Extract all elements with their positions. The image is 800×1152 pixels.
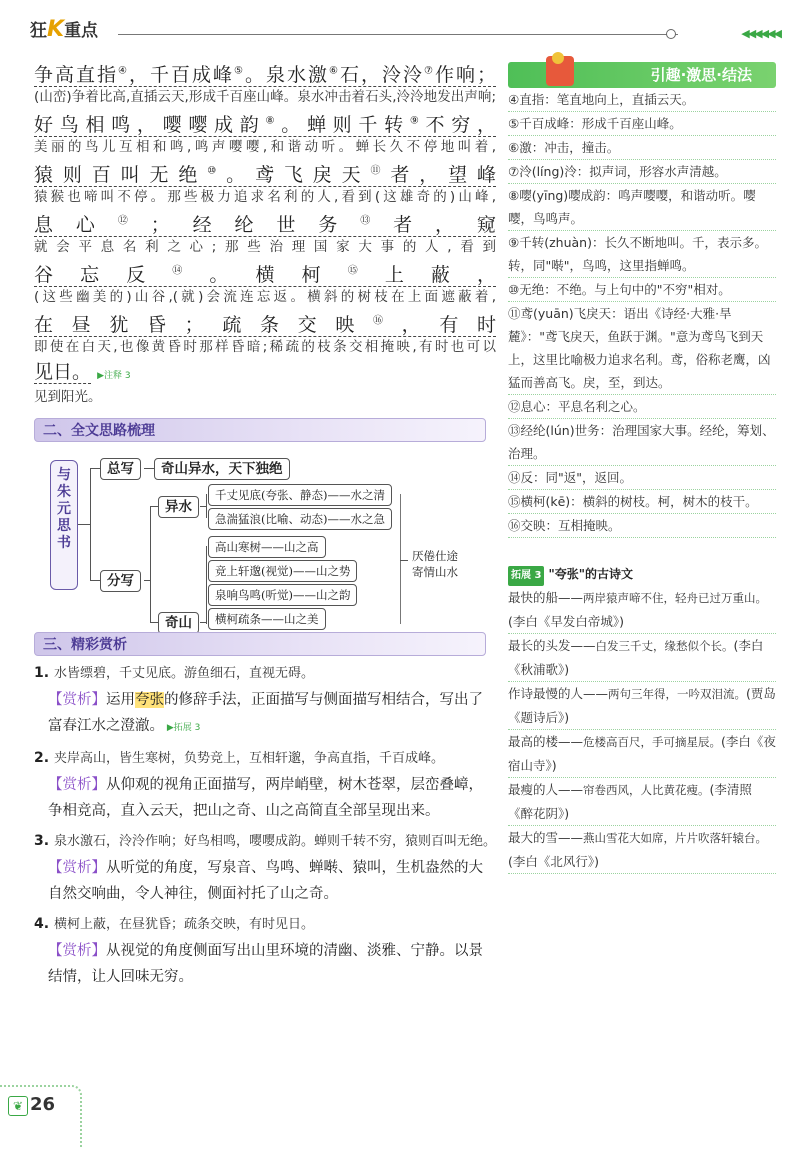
- analysis-answer: 【赏析】运用夸张的修辞手法，正面描写与侧面描写相结合，写出了富春江水之澄澈。 ▶拓展 3: [48, 692, 483, 734]
- mindmap-conclusion: 厌倦仕途 寄情山水: [412, 549, 458, 579]
- extension-list: [508, 586, 776, 874]
- original-text-line: 在昼犹昏；疏条交映⑯，有时: [34, 314, 496, 337]
- note-item: ⑪鸢(yuān)飞戾天：语出《诗经·大雅·旱麓》："鸢飞戾天，鱼跃于渊。"意为鸢鸟飞到天上，这里比喻极力追求名利。鸢，俗称老鹰，凶猛而善高飞。戾，至，到达。: [508, 302, 776, 395]
- header-rule: [118, 34, 678, 35]
- note-item: ⑥激：冲击，撞击。: [508, 136, 776, 160]
- section-title-outline: 二、全文思路梳理: [34, 418, 486, 442]
- page-header: [30, 12, 780, 46]
- mindmap-node-fenxie: 分写: [100, 570, 141, 592]
- brand-logo: [30, 16, 98, 42]
- connector: [150, 506, 151, 622]
- extension-item: 最大的雪——燕山雪花大如席，片片吹落轩辕台。(李白《北风行》): [508, 826, 776, 874]
- connector: [400, 560, 408, 561]
- mindmap-root: 与 朱 元 思 书: [50, 460, 78, 590]
- brace: [400, 494, 401, 624]
- mindmap-node-qishan: 奇山: [158, 612, 199, 634]
- leaf-icon: ❦: [8, 1096, 28, 1116]
- logo-k: K: [47, 17, 65, 42]
- extension-title: [508, 564, 776, 586]
- analysis-answer: 【赏析】从视觉的角度侧面写出山里环境的清幽、淡雅、宁静。以景结情，让人回味无穷。: [48, 943, 483, 985]
- connector: [150, 506, 158, 507]
- analysis-answer: 【赏析】从听觉的角度，写泉音、鸟鸣、蝉啭、猿叫，生机盎然的大自然交响曲，令人神往，侧面衬托了山之奇。: [48, 860, 483, 902]
- translation-text-line: 猿猴也啼叫不停。那些极力追求名利的人,看到(这雄奇的)山峰,: [34, 189, 496, 205]
- note-item: ⑬经纶(lún)世务：治理国家大事。经纶，筹划、治理。: [508, 419, 776, 466]
- extension-item: 最长的头发——白发三千丈，缘愁似个长。(李白《秋浦歌》): [508, 634, 776, 682]
- extension-badge: 拓展 3: [508, 566, 544, 586]
- header-dot: [666, 29, 676, 39]
- analysis-question: 3. 泉水激石，泠泠作响；好鸟相鸣，嘤嘤成韵。蝉则千转不穷，猿则百叫无绝。: [34, 833, 496, 849]
- extension-tag[interactable]: ▶拓展 3: [164, 723, 201, 733]
- note-item: ⑦泠(líng)泠：拟声词，形容水声清越。: [508, 160, 776, 184]
- sidebar-title: 引趣·激思·结法: [650, 66, 752, 84]
- translation-text-last: 见到阳光。: [34, 389, 102, 405]
- notes-list: [508, 88, 776, 538]
- translation-text-line: 即使在白天,也像黄昏时那样昏暗;稀疏的枝条交相掩映,有时也可以: [34, 339, 496, 355]
- mindmap-node-zongxie: 总写: [100, 458, 141, 480]
- bulb-icon: [552, 52, 564, 64]
- translation-text-line: (山峦)争着比高,直插云天,形成千百座山峰。泉水冲击着石头,泠泠地发出声响;: [34, 89, 496, 105]
- original-text-line: 争高直指④，千百成峰⑤。泉水激⑥石，泠泠⑦作响；: [34, 64, 496, 87]
- note-item: ⑭反：同"返"，返回。: [508, 466, 776, 490]
- extension-item: 作诗最慢的人——两句三年得，一吟双泪流。(贾岛《题诗后》): [508, 682, 776, 730]
- mindmap-node-zongxie-content: 奇山异水，天下独绝: [154, 458, 290, 480]
- translation-last-line: [34, 358, 496, 386]
- note-item: ⑨千转(zhuàn)：长久不断地叫。千，表示多。转，同"啭"，鸟鸣，这里指蝉鸣。: [508, 231, 776, 278]
- mindmap: [34, 450, 496, 631]
- logo-prefix: 狂: [30, 21, 47, 41]
- original-text-line: 息心⑫；经纶世务⑬者，窥: [34, 214, 496, 237]
- analysis-question: 4. 横柯上蔽，在昼犹昏；疏条交映，有时见日。: [34, 916, 314, 932]
- sidebar-header: [508, 62, 776, 88]
- connector: [206, 494, 207, 518]
- original-text-last: 见日。: [34, 361, 92, 383]
- mindmap-qishan-item: 高山寒树——山之高: [208, 536, 326, 558]
- extension-title-text: "夸张"的古诗文: [548, 567, 633, 581]
- connector: [144, 468, 154, 469]
- extension-item: 最快的船——两岸猿声啼不住，轻舟已过万重山。(李白《早发白帝城》): [508, 586, 776, 634]
- translation-block: [34, 58, 496, 358]
- logo-suffix: 重点: [64, 21, 99, 41]
- translation-text-line: (这些幽美的)山谷,(就)会流连忘返。横斜的树枝在上面遮蔽着,: [34, 289, 496, 305]
- connector: [90, 580, 100, 581]
- connector: [150, 622, 158, 623]
- note-item: ⑫息心：平息名利之心。: [508, 395, 776, 419]
- note-item: ⑤千百成峰：形成千百座山峰。: [508, 112, 776, 136]
- translation-text-line: 就会平息名利之心;那些治理国家大事的人,看到: [34, 239, 496, 255]
- mindmap-yishui-item: 急湍猛浪(比喻、动态)——水之急: [208, 508, 392, 530]
- connector: [90, 468, 100, 469]
- analysis-question: 2. 夹岸高山，皆生寒树，负势竞上，互相轩邈，争高直指，千百成峰。: [34, 750, 444, 766]
- note-item: ⑩无绝：不绝。与上句中的"不穷"相对。: [508, 278, 776, 302]
- mindmap-qishan-item: 竞上轩邈(视觉)——山之势: [208, 560, 357, 582]
- original-text-line: 猿则百叫无绝⑩。鸢飞戾天⑪者，望峰: [34, 164, 496, 187]
- extension-item: 最瘦的人——帘卷西风，人比黄花瘦。(李清照《醉花阴》): [508, 778, 776, 826]
- mindmap-yishui-item: 千丈见底(夸张、静态)——水之清: [208, 484, 392, 506]
- connector: [90, 468, 91, 580]
- note-tag[interactable]: ▶注释 3: [97, 371, 131, 381]
- note-item: ⑮横柯(kē)：横斜的树枝。柯，树木的枝干。: [508, 490, 776, 514]
- analysis-answer: 【赏析】从仰观的视角正面描写，两岸峭壁，树木苍翠，层峦叠嶂，争相竞高，直入云天，把山之奇、山之高简直全部呈现出来。: [48, 777, 483, 819]
- mindmap-node-yishui: 异水: [158, 496, 199, 518]
- mindmap-qishan-item: 泉响鸟鸣(听觉)——山之韵: [208, 584, 357, 606]
- section-title-analysis: 三、精彩赏析: [34, 632, 486, 656]
- note-item: ⑯交映：互相掩映。: [508, 514, 776, 538]
- extension-item: 最高的楼——危楼高百尺，手可摘星辰。(李白《夜宿山寺》): [508, 730, 776, 778]
- original-text-line: 好鸟相鸣，嘤嘤成韵⑧。蝉则千转⑨不穷，: [34, 114, 496, 137]
- header-arrows-icon: ◀◀◀◀◀◀: [741, 27, 780, 40]
- analysis-question: 1. 水皆缥碧，千丈见底。游鱼细石，直视无碍。: [34, 665, 314, 681]
- original-text-line: 谷忘反⑭。横柯⑮上蔽，: [34, 264, 497, 287]
- translation-text-line: 美丽的鸟儿互相和鸣,鸣声嘤嘤,和谐动听。蝉长久不停地叫着,: [34, 139, 496, 155]
- mindmap-qishan-item: 横柯疏条——山之美: [208, 608, 326, 630]
- main-column: [34, 58, 496, 990]
- note-item: ④直指：笔直地向上，直插云天。: [508, 88, 776, 112]
- connector: [206, 546, 207, 624]
- page-number: 26: [30, 1094, 56, 1115]
- connector: [78, 524, 90, 525]
- sidebar: [508, 62, 776, 874]
- note-item: ⑧嘤(yīng)嘤成韵：鸣声嘤嘤，和谐动听。嘤嘤，鸟鸣声。: [508, 184, 776, 231]
- analysis-list: [34, 662, 496, 990]
